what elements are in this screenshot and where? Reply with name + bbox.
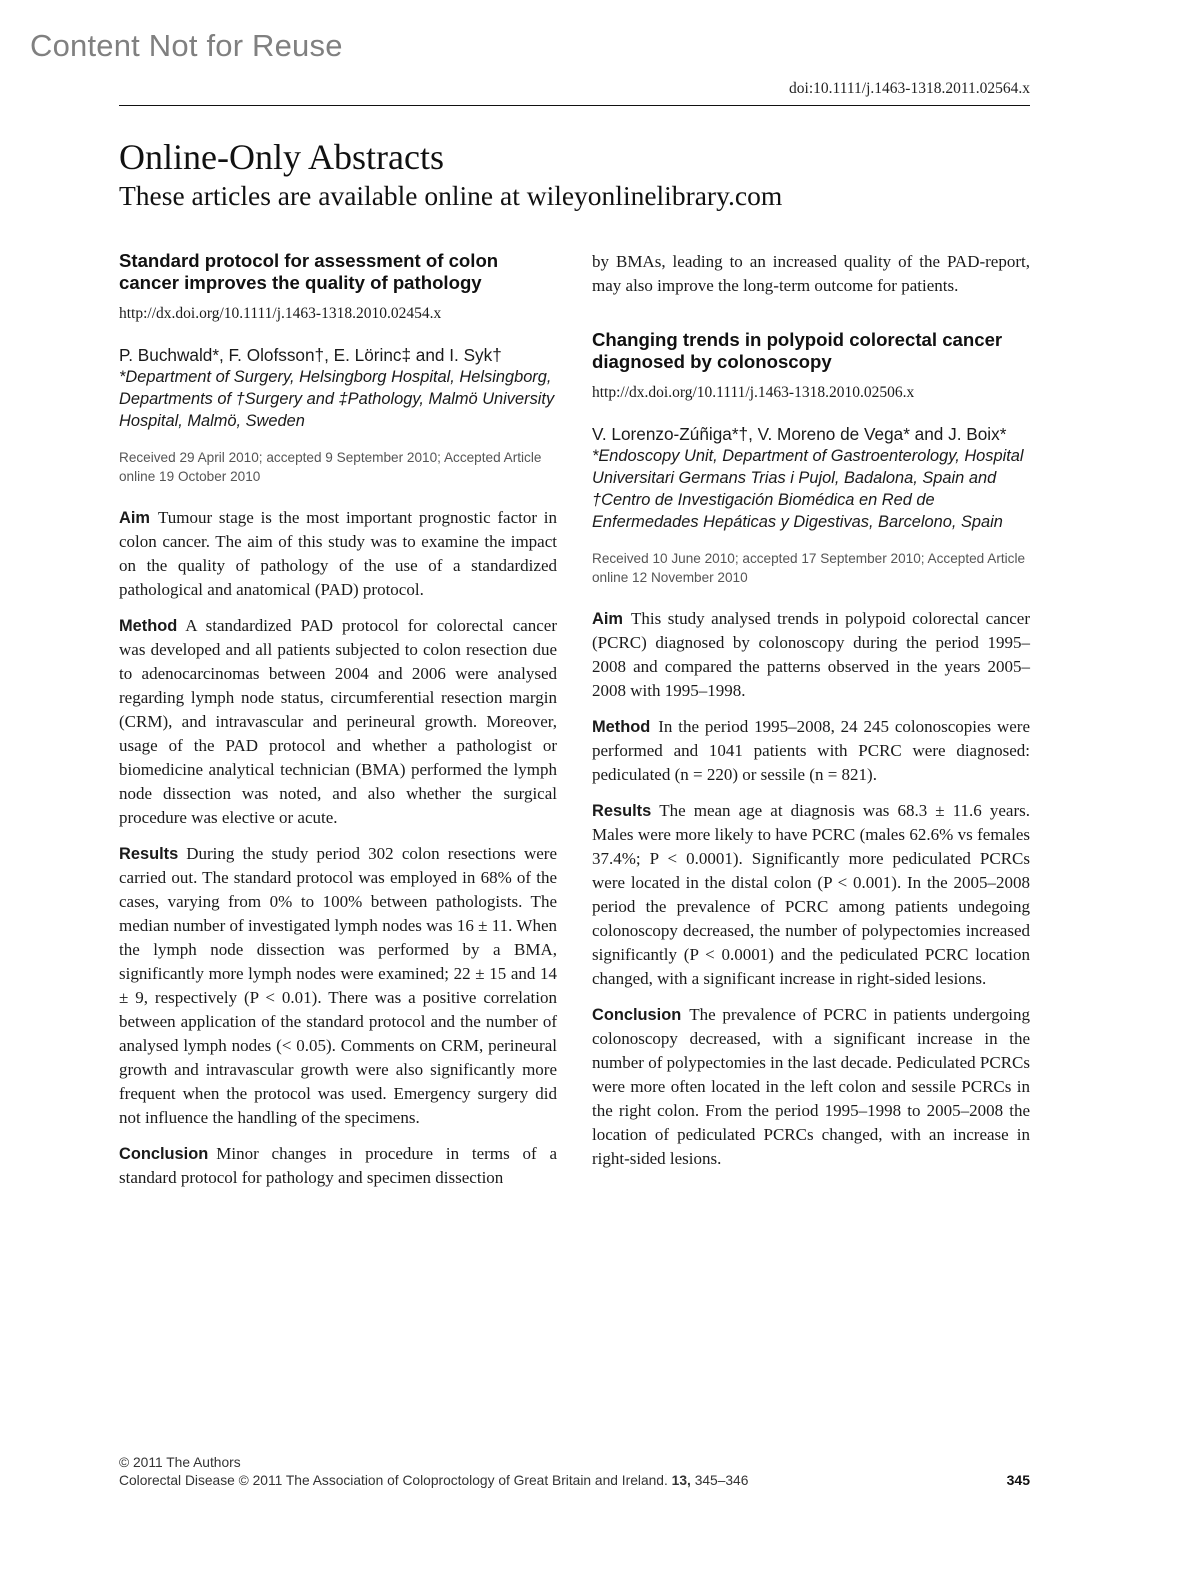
article1-conclusion-text: Minor changes in procedure in terms of a standard protocol for pathology and specimen dissection <box>119 1144 557 1187</box>
article2-affiliation: *Endoscopy Unit, Department of Gastroenterology, Hospital Universitari Germans Trias i Pujol, Badalona, Spain and †Centro de Investigación Biomédica en Red de Enfermedades Hepáticas y Digestivas, Barcelono, Spain <box>592 447 1024 532</box>
article2-conclusion <box>592 1003 1030 1171</box>
left-column <box>119 250 557 1202</box>
article1-title: Standard protocol for assessment of colon cancer improves the quality of pathology <box>119 250 499 293</box>
footer-volume: 13, <box>671 1473 691 1488</box>
article1-method-text: A standardized PAD protocol for colorectal cancer was developed and all patients subjected to colon resection due to adenocarcinomas between 2004 and 2006 were analysed regarding lymph node status, circumferential resection margin (CRM), and intravascular and perineural growth. Moreover, usage of the PAD protocol and whether a pathologist or biomedicine analytical technician (BMA) performed the lymph node dissection was noted, and also whether the surgical procedure was elective or acute. <box>119 616 557 827</box>
article2-method <box>592 715 1030 787</box>
article1-conclusion-label: Conclusion <box>119 1145 209 1163</box>
section-title: Online-Only Abstracts <box>119 137 444 177</box>
footer-copyright: © 2011 The Authors <box>119 1455 241 1470</box>
footer <box>119 1454 1030 1490</box>
article1-aim <box>119 506 557 602</box>
article2-aim-text: This study analysed trends in polypoid colorectal cancer (PCRC) diagnosed by colonoscopy during the period 1995–2008 and compared the patterns observed in the years 2005–2008 with 1995–1998. <box>592 609 1030 701</box>
article2-conclusion-text: The prevalence of PCRC in patients undergoing colonoscopy decreased, with a significant increase in the number of polypectomies in the last decade. Pediculated PCRCs were more often located in the left colon and sessile PCRCs in the right colon. From the period 1995–1998 to 2005–2008 the location of pediculated PCRCs changed, with an increase in right-sided lesions. <box>592 1005 1030 1169</box>
article1-aim-text: Tumour stage is the most important prognostic factor in colon cancer. The aim of this study was to examine the impact on the quality of pathology of the use of a standardized pathological and anatomical (PAD) protocol. <box>119 508 557 599</box>
article1-method-label: Method <box>119 617 178 635</box>
article2-received: Received 10 June 2010; accepted 17 September 2010; Accepted Article online 12 November 2010 <box>592 551 1026 586</box>
footer-journal-line <box>119 1472 1030 1490</box>
right-column <box>592 250 1030 1183</box>
article1-conclusion-continued: by BMAs, leading to an increased quality of the PAD-report, may also improve the long-term outcome for patients. <box>592 252 1030 295</box>
footer-journal: Colorectal Disease © 2011 The Association of Coloproctology of Great Britain and Ireland. <box>119 1473 668 1488</box>
article1-results-label: Results <box>119 845 179 863</box>
article2-results-label: Results <box>592 802 652 821</box>
article1-received: Received 29 April 2010; accepted 9 September 2010; Accepted Article online 19 October 2010 <box>119 450 542 484</box>
article1-authors: P. Buchwald*, F. Olofsson†, E. Lörinc‡ and I. Syk† <box>119 345 502 365</box>
header-doi[interactable]: doi:10.1111/j.1463-1318.2011.02564.x <box>789 80 1030 97</box>
article2-aim <box>592 607 1030 703</box>
article2-conclusion-label: Conclusion <box>592 1006 682 1025</box>
article2-method-label: Method <box>592 718 651 737</box>
article1-aim-label: Aim <box>119 509 150 527</box>
article2-method-text: In the period 1995–2008, 24 245 colonoscopies were performed and 1041 patients with PCRC were diagnosed: pediculated (n = 220) or sessile (n = 821). <box>592 717 1030 785</box>
article2-results <box>592 799 1030 991</box>
article2-authors: V. Lorenzo-Zúñiga*†, V. Moreno de Vega* and J. Boix* <box>592 424 1007 445</box>
article2-aim-label: Aim <box>592 610 623 629</box>
section-subtitle: These articles are available online at wileyonlinelibrary.com <box>119 180 783 211</box>
article1-method <box>119 614 557 830</box>
article1-affiliation: *Department of Surgery, Helsingborg Hospital, Helsingborg, Departments of †Surgery and ‡Pathology, Malmö University Hospital, Malmö, Sweden <box>119 368 555 430</box>
article2-doi[interactable]: http://dx.doi.org/10.1111/j.1463-1318.2010.02506.x <box>592 384 915 402</box>
header-rule <box>119 105 1030 106</box>
watermark: Content Not for Reuse <box>30 28 343 63</box>
article1-conclusion <box>119 1142 557 1190</box>
footer-pages: 345–346 <box>694 1473 749 1488</box>
article2-title: Changing trends in polypoid colorectal cancer diagnosed by colonoscopy <box>592 329 1003 373</box>
article1-results <box>119 842 557 1130</box>
article1-doi[interactable]: http://dx.doi.org/10.1111/j.1463-1318.2010.02454.x <box>119 305 442 322</box>
article1-results-text: During the study period 302 colon resections were carried out. The standard protocol was employed in 68% of the cases, varying from 0% to 100% between pathologists. The median number of investigated lymph nodes was 16 ± 11. When the lymph node dissection was performed by a BMA, significantly more lymph nodes were examined; 22 ± 15 and 14 ± 9, respectively (P < 0.01). There was a positive correlation between application of the standard protocol and the number of analysed lymph nodes (< 0.05). Comments on CRM, perineural growth and intravascular growth were also significantly more frequent when the protocol was used. Emergency surgery did not influence the handling of the specimens. <box>119 844 557 1127</box>
article2-results-text: The mean age at diagnosis was 68.3 ± 11.6 years. Males were more likely to have PCRC (males 62.6% vs females 37.4%; P < 0.0001). Significantly more pediculated PCRCs were located in the distal colon (P < 0.001). In the 2005–2008 period the prevalence of PCRC among patients undegoing colonoscopy decreased, the number of polypectomies increased significantly (P < 0.0001) and the pediculated PCRC location changed, with a significant increase in right-sided lesions. <box>592 801 1030 989</box>
page-number: 345 <box>1006 1472 1030 1488</box>
